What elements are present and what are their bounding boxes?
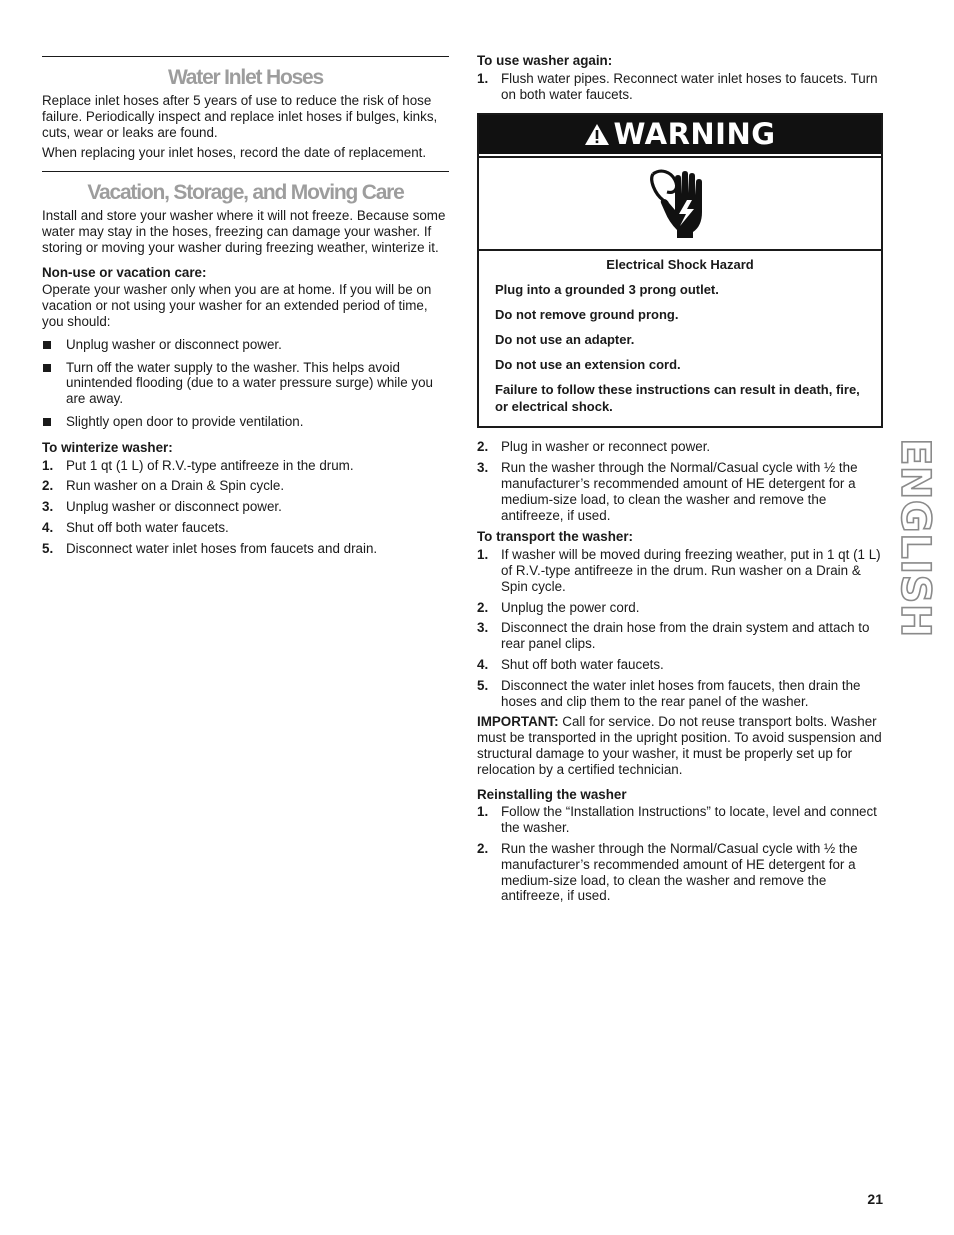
- list-item: [477, 841, 883, 904]
- step-text: Unplug the power cord.: [501, 599, 640, 615]
- step-number: 3.: [42, 499, 54, 515]
- warning-triangle-icon: [584, 123, 610, 146]
- warning-line: Failure to follow these instructions can result in death, fire, or electrical shock.: [495, 382, 860, 415]
- step-number: 2.: [477, 599, 489, 615]
- step-text: Run the washer through the Normal/Casual cycle with ½ the manufacturer’s recommended amount of HE detergent for a medium-size load, to clean the washer and remove the antifreeze, if used.: [501, 840, 858, 904]
- right-column: [477, 50, 883, 909]
- warning-body: [479, 251, 881, 426]
- step-text: Run washer on a Drain & Spin cycle.: [66, 478, 285, 494]
- step-number: 1.: [477, 547, 489, 563]
- step-text: Run the washer through the Normal/Casual cycle with ½ the manufacturer’s recommended amount of HE detergent for a medium-size load, to clean the washer and remove the antifreeze, if used.: [501, 460, 858, 523]
- step-text: Disconnect the drain hose from the drain system and attach to rear panel clips.: [501, 620, 870, 652]
- list-item-text: Slightly open door to provide ventilation.: [66, 413, 304, 429]
- reinstall-steps: [477, 804, 883, 904]
- nonuse-bullet-list: [42, 337, 449, 430]
- language-side-tab: [889, 438, 939, 638]
- step-text: Unplug washer or disconnect power.: [66, 499, 282, 515]
- warning-line: Do not use an adapter.: [495, 332, 635, 348]
- step-number: 3.: [477, 620, 489, 636]
- list-item: [477, 620, 883, 652]
- step-text: Follow the “Installation Instructions” to locate, level and connect the washer.: [501, 804, 877, 836]
- transport-steps: [477, 547, 883, 709]
- warning-box: [477, 113, 883, 428]
- left-column: [42, 50, 449, 562]
- step-text: Put 1 qt (1 L) of R.V.-type antifreeze in the drum.: [66, 457, 354, 473]
- important-label: IMPORTANT:: [477, 714, 559, 730]
- nonuse-heading: Non-use or vacation care:: [42, 264, 207, 280]
- list-item: [42, 499, 449, 515]
- vacation-paragraph: Install and store your washer where it will not freeze. Because some water may stay in the hoses, freezing can damage your washer. If storing or moving your washer during freezing weather, winterize it.: [42, 208, 446, 255]
- section-rule: [42, 56, 449, 57]
- step-text: If washer will be moved during freezing weather, put in 1 qt (1 L) of R.V.-type antifreeze in the drum. Run washer on a Drain & Spin cycle.: [501, 547, 881, 594]
- step-number: 4.: [477, 656, 489, 672]
- step-number: 3.: [477, 460, 489, 476]
- warning-title: WARNING: [613, 116, 776, 151]
- important-text: Call for service. Do not reuse transport bolts. Washer must be transported in the upright position. To avoid suspension and structural damage to your washer, it must be properly set up for relocation by a certified technician.: [477, 714, 882, 777]
- list-item: [42, 478, 449, 494]
- list-item: [42, 520, 449, 536]
- step-text: Disconnect the water inlet hoses from faucets, then drain the hoses and clip them to the rear panel of the washer.: [501, 677, 861, 709]
- list-item: [477, 600, 883, 616]
- bullet-square-icon: [43, 364, 51, 372]
- warning-icon-row: [479, 156, 881, 251]
- step-text: Plug in washer or reconnect power.: [501, 439, 711, 455]
- electrical-shock-hand-icon: [645, 166, 715, 242]
- warning-line: Do not remove ground prong.: [495, 307, 679, 323]
- step-number: 1.: [42, 457, 54, 473]
- transport-heading: To transport the washer:: [477, 529, 633, 545]
- use-again-steps: [477, 71, 883, 103]
- step-number: 4.: [42, 519, 54, 535]
- use-again-steps-continued: [477, 439, 883, 523]
- list-item: [477, 657, 883, 673]
- step-number: 5.: [42, 540, 54, 556]
- warning-line: Plug into a grounded 3 prong outlet.: [495, 282, 719, 298]
- winterize-steps: [42, 458, 449, 557]
- language-label: ENGLISH: [891, 438, 938, 638]
- list-item: [477, 678, 883, 710]
- use-again-heading: To use washer again:: [477, 53, 613, 68]
- list-item: [477, 439, 883, 455]
- warning-line: Do not use an extension cord.: [495, 357, 681, 373]
- important-note: [477, 714, 883, 777]
- step-number: 5.: [477, 677, 489, 693]
- hazard-title: Electrical Shock Hazard: [606, 257, 754, 273]
- nonuse-paragraph: Operate your washer only when you are at home. If you will be on vacation or not using your washer for an extended period of time, you should:: [42, 282, 432, 329]
- list-item: [42, 360, 449, 407]
- list-item: [477, 71, 883, 103]
- list-item: [42, 414, 449, 430]
- list-item: [42, 458, 449, 474]
- step-number: 2.: [477, 439, 489, 455]
- list-item-text: Turn off the water supply to the washer. This helps avoid unintended flooding (due to a water pressure surge) while you are away.: [66, 359, 433, 407]
- list-item: [42, 337, 449, 353]
- step-text: Shut off both water faucets.: [501, 656, 664, 672]
- step-number: 1.: [477, 70, 489, 86]
- step-number: 1.: [477, 804, 489, 820]
- bullet-square-icon: [43, 418, 51, 426]
- list-item: [477, 460, 883, 523]
- step-text: Shut off both water faucets.: [66, 519, 229, 535]
- step-text: Flush water pipes. Reconnect water inlet hoses to faucets. Turn on both water faucets.: [501, 70, 878, 102]
- list-item-text: Unplug washer or disconnect power.: [66, 336, 282, 352]
- water-inlet-title: Water Inlet Hoses: [167, 66, 324, 89]
- list-item: [42, 541, 449, 557]
- page-number: 21: [867, 1191, 883, 1207]
- vacation-title: Vacation, Storage, and Moving Care: [87, 181, 404, 205]
- step-number: 2.: [477, 840, 489, 856]
- step-text: Disconnect water inlet hoses from faucets and drain.: [66, 540, 378, 556]
- water-inlet-paragraph: Replace inlet hoses after 5 years of use to reduce the risk of hose failure. Periodically inspect and replace inlet hoses if bulges, kinks, cuts, wear or leaks are found.: [42, 93, 438, 140]
- water-inlet-paragraph: When replacing your inlet hoses, record the date of replacement.: [42, 145, 427, 161]
- list-item: [477, 547, 883, 594]
- winterize-heading: To winterize washer:: [42, 439, 173, 455]
- list-item: [477, 804, 883, 836]
- warning-header: [479, 115, 881, 154]
- section-rule: [42, 171, 449, 172]
- bullet-square-icon: [43, 341, 51, 349]
- step-number: 2.: [42, 478, 54, 494]
- reinstall-heading: Reinstalling the washer: [477, 786, 627, 802]
